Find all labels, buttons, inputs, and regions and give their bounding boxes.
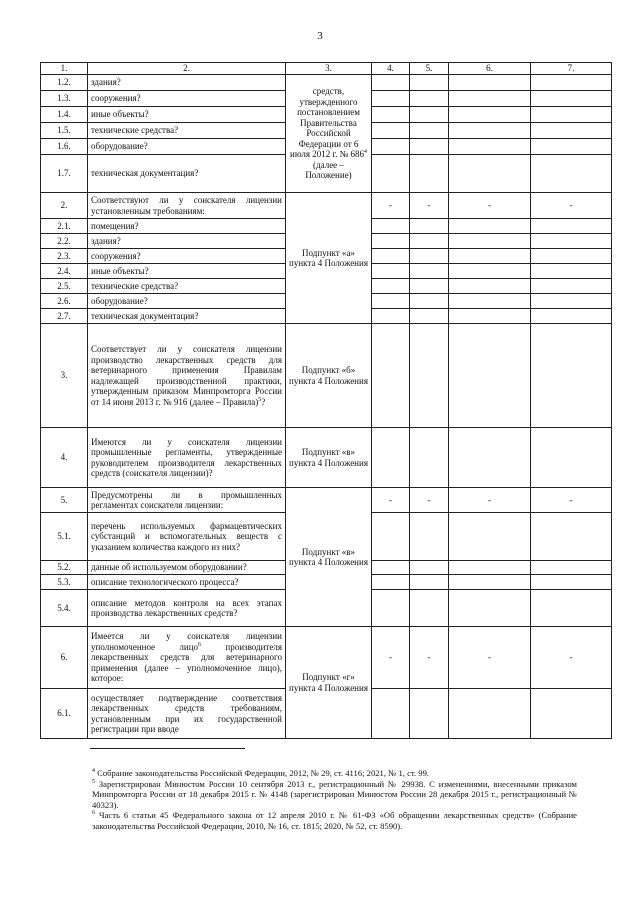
- header-cell: 4.: [372, 63, 410, 75]
- answer-cell-na[interactable]: [449, 107, 531, 123]
- item-question: здания?: [88, 75, 286, 91]
- footnote: [92, 779, 577, 811]
- item-question-cell: [88, 627, 286, 689]
- answer-cell-notes[interactable]: [531, 91, 612, 107]
- item-question: Имеются ли у соискателя лицензии промышленные регламенты, утвержденные руководителем производителя лекарственных средств (соискателя лицензии)?: [88, 428, 286, 488]
- answer-cell-na[interactable]: [449, 91, 531, 107]
- answer-cell-notes[interactable]: [531, 234, 612, 249]
- answer-cell-notes[interactable]: [531, 428, 612, 488]
- answer-cell-no[interactable]: [410, 219, 449, 234]
- answer-cell-yes[interactable]: [372, 75, 410, 91]
- dash-mark: -: [372, 488, 410, 513]
- answer-cell-no[interactable]: [410, 279, 449, 294]
- answer-cell-na[interactable]: [449, 689, 531, 739]
- answer-cell-no[interactable]: [410, 249, 449, 264]
- item-number: 5.4.: [41, 590, 88, 627]
- checklist-table: [40, 62, 612, 739]
- answer-cell-notes[interactable]: [531, 590, 612, 627]
- answer-cell-notes[interactable]: [531, 107, 612, 123]
- legal-basis-text: (далее – Положение): [305, 159, 352, 181]
- item-question: сооружения?: [88, 249, 286, 264]
- item-question-rest: производителя лекарственных средств для ветеринарного применения (далее – уполномоченное лицо), которое:: [91, 641, 282, 684]
- item-number: 2.6.: [41, 294, 88, 309]
- dash-mark: -: [449, 193, 531, 219]
- answer-cell-na[interactable]: [449, 155, 531, 193]
- table-row: [41, 324, 612, 428]
- legal-basis-cell: Подпункт «а» пункта 4 Положения: [286, 193, 372, 324]
- answer-cell-no[interactable]: [410, 590, 449, 627]
- table-header-row: [41, 63, 612, 75]
- footnote-text: Собрание законодательства Российской Федерации, 2012, № 29, ст. 4116; 2021, № 1, ст. 99.: [95, 768, 430, 778]
- answer-cell-notes[interactable]: [531, 155, 612, 193]
- item-question: технические средства?: [88, 123, 286, 139]
- footnote-ref: 6: [198, 641, 202, 648]
- item-number: 1.6.: [41, 139, 88, 155]
- answer-cell-yes[interactable]: [372, 309, 410, 324]
- item-number: 2.2.: [41, 234, 88, 249]
- legal-basis-cell: Подпункт «г» пункта 4 Положения: [286, 627, 372, 739]
- answer-cell-no[interactable]: [410, 139, 449, 155]
- legal-basis-text: средств, утвержденного постановлением Правительства Российской Федерации от 6 июля 2012 г. № 686: [290, 86, 364, 160]
- dash-mark: -: [410, 488, 449, 513]
- legal-basis-cell: Подпункт «в» пункта 4 Положения: [286, 428, 372, 488]
- answer-cell-na[interactable]: [449, 234, 531, 249]
- answer-cell-yes[interactable]: [372, 139, 410, 155]
- item-question-end: ?: [261, 396, 266, 407]
- answer-cell-yes[interactable]: [372, 91, 410, 107]
- answer-cell-notes[interactable]: [531, 561, 612, 575]
- item-question: Имеется ли у соискателя лицензии уполномоченное лицо: [91, 631, 282, 652]
- item-number: 5.3.: [41, 575, 88, 590]
- item-number: 4.: [41, 428, 88, 488]
- header-cell: 3.: [286, 63, 372, 75]
- table-row: [41, 193, 612, 219]
- answer-cell-na[interactable]: [449, 561, 531, 575]
- header-cell: 7.: [531, 63, 612, 75]
- header-cell: 6.: [449, 63, 531, 75]
- item-number: 2.3.: [41, 249, 88, 264]
- answer-cell-na[interactable]: [449, 575, 531, 590]
- answer-cell-no[interactable]: [410, 561, 449, 575]
- answer-cell-yes[interactable]: [372, 279, 410, 294]
- answer-cell-yes[interactable]: [372, 575, 410, 590]
- footnote-ref: 4: [363, 149, 367, 156]
- answer-cell-no[interactable]: [410, 107, 449, 123]
- dash-mark: -: [531, 627, 612, 689]
- item-number: 1.2.: [41, 75, 88, 91]
- header-cell: 5.: [410, 63, 449, 75]
- dash-mark: -: [531, 193, 612, 219]
- answer-cell-na[interactable]: [449, 123, 531, 139]
- legal-basis-cell: Подпункт «в» пункта 4 Положения: [286, 488, 372, 627]
- item-question: Соответствуют ли у соискателя лицензии установленным требованиям:: [88, 193, 286, 219]
- answer-cell-na[interactable]: [449, 279, 531, 294]
- answer-cell-no[interactable]: [410, 155, 449, 193]
- header-cell: 1.: [41, 63, 88, 75]
- answer-cell-no[interactable]: [410, 689, 449, 739]
- item-question: описание технологического процесса?: [88, 575, 286, 590]
- answer-cell-no[interactable]: [410, 75, 449, 91]
- item-question: техническая документация?: [88, 309, 286, 324]
- answer-cell-notes[interactable]: [531, 689, 612, 739]
- answer-cell-notes[interactable]: [531, 575, 612, 590]
- answer-cell-no[interactable]: [410, 428, 449, 488]
- item-question: Соответствует ли у соискателя лицензии производство лекарственных средств для ветеринарного применения Правилам надлежащей производственной практики, утвержденным приказом Минпромторга России от 14 июня 2013 г. № 916 (далее – Правила): [91, 344, 282, 407]
- answer-cell-na[interactable]: [449, 264, 531, 279]
- table-row: [41, 488, 612, 513]
- item-number: 2.: [41, 193, 88, 219]
- item-question: осуществляет подтверждение соответствия лекарственных средств требованиям, установленным при их государственной регистрации при вводе: [88, 689, 286, 739]
- header-cell: 2.: [88, 63, 286, 75]
- answer-cell-notes[interactable]: [531, 279, 612, 294]
- footnote-mark: 5: [92, 778, 95, 785]
- item-number: 6.1.: [41, 689, 88, 739]
- answer-cell-yes[interactable]: [372, 513, 410, 561]
- answer-cell-notes[interactable]: [531, 324, 612, 428]
- answer-cell-yes[interactable]: [372, 107, 410, 123]
- item-number: 1.4.: [41, 107, 88, 123]
- answer-cell-na[interactable]: [449, 324, 531, 428]
- item-question: помещения?: [88, 219, 286, 234]
- answer-cell-na[interactable]: [449, 139, 531, 155]
- dash-mark: -: [372, 193, 410, 219]
- item-number: 5.1.: [41, 513, 88, 561]
- answer-cell-yes[interactable]: [372, 123, 410, 139]
- answer-cell-yes[interactable]: [372, 590, 410, 627]
- item-number: 5.2.: [41, 561, 88, 575]
- answer-cell-no[interactable]: [410, 294, 449, 309]
- answer-cell-notes[interactable]: [531, 75, 612, 91]
- item-question: описание методов контроля на всех этапах производства лекарственных средств?: [88, 590, 286, 627]
- answer-cell-yes[interactable]: [372, 249, 410, 264]
- answer-cell-notes[interactable]: [531, 513, 612, 561]
- footnote-mark: 6: [92, 810, 95, 817]
- answer-cell-yes[interactable]: [372, 689, 410, 739]
- dash-mark: -: [449, 627, 531, 689]
- answer-cell-na[interactable]: [449, 219, 531, 234]
- item-question: иные объекты?: [88, 264, 286, 279]
- footnotes: [92, 768, 577, 831]
- dash-mark: -: [449, 488, 531, 513]
- footnote-divider: [90, 748, 245, 749]
- page-number: 3: [317, 30, 323, 42]
- answer-cell-no[interactable]: [410, 234, 449, 249]
- answer-cell-na[interactable]: [449, 294, 531, 309]
- item-number: 1.5.: [41, 123, 88, 139]
- item-number: 6.: [41, 627, 88, 689]
- item-question: оборудование?: [88, 294, 286, 309]
- answer-cell-notes[interactable]: [531, 249, 612, 264]
- answer-cell-notes[interactable]: [531, 294, 612, 309]
- item-question: данные об используемом оборудовании?: [88, 561, 286, 575]
- item-number: 2.5.: [41, 279, 88, 294]
- footnote: [92, 810, 577, 831]
- legal-basis-cell: Подпункт «б» пункта 4 Положения: [286, 324, 372, 428]
- answer-cell-notes[interactable]: [531, 123, 612, 139]
- answer-cell-yes[interactable]: [372, 324, 410, 428]
- item-number: 2.1.: [41, 219, 88, 234]
- answer-cell-no[interactable]: [410, 309, 449, 324]
- answer-cell-na[interactable]: [449, 309, 531, 324]
- answer-cell-no[interactable]: [410, 123, 449, 139]
- answer-cell-yes[interactable]: [372, 294, 410, 309]
- item-question: сооружения?: [88, 91, 286, 107]
- footnote-text: Часть 6 статьи 45 Федерального закона от 12 апреля 2010 г. № 61-ФЗ «Об обращении лекарственных средств» (Собрание законодательства Российской Федерации, 2010, № 16, ст. 1815; 2020, № 52, ст. 8590).: [92, 810, 577, 831]
- item-number: 2.4.: [41, 264, 88, 279]
- item-number: 3.: [41, 324, 88, 428]
- answer-cell-na[interactable]: [449, 513, 531, 561]
- answer-cell-notes[interactable]: [531, 264, 612, 279]
- answer-cell-na[interactable]: [449, 75, 531, 91]
- item-question: оборудование?: [88, 139, 286, 155]
- answer-cell-na[interactable]: [449, 249, 531, 264]
- table-row: [41, 75, 612, 91]
- item-question: технические средства?: [88, 279, 286, 294]
- answer-cell-na[interactable]: [449, 590, 531, 627]
- footnote-ref: 5: [258, 396, 262, 403]
- answer-cell-notes[interactable]: [531, 139, 612, 155]
- item-question: здания?: [88, 234, 286, 249]
- dash-mark: -: [410, 193, 449, 219]
- item-number: 5.: [41, 488, 88, 513]
- item-question-cell: [88, 324, 286, 428]
- answer-cell-no[interactable]: [410, 575, 449, 590]
- item-number: 1.3.: [41, 91, 88, 107]
- item-number: 2.7.: [41, 309, 88, 324]
- answer-cell-na[interactable]: [449, 428, 531, 488]
- dash-mark: -: [372, 627, 410, 689]
- table-row: [41, 627, 612, 689]
- item-question: перечень используемых фармацевтических субстанций и вспомогательных веществ с указанием количества каждого из них?: [88, 513, 286, 561]
- answer-cell-notes[interactable]: [531, 219, 612, 234]
- answer-cell-no[interactable]: [410, 324, 449, 428]
- footnote-mark: 4: [92, 768, 95, 775]
- answer-cell-yes[interactable]: [372, 155, 410, 193]
- answer-cell-yes[interactable]: [372, 428, 410, 488]
- item-question: Предусмотрены ли в промышленных регламентах соискателя лицензии:: [88, 488, 286, 513]
- footnote: [92, 768, 577, 779]
- answer-cell-yes[interactable]: [372, 234, 410, 249]
- item-number: 1.7.: [41, 155, 88, 193]
- dash-mark: -: [410, 627, 449, 689]
- answer-cell-yes[interactable]: [372, 219, 410, 234]
- item-question: иные объекты?: [88, 107, 286, 123]
- answer-cell-yes[interactable]: [372, 264, 410, 279]
- legal-basis-cell: [286, 75, 372, 193]
- answer-cell-no[interactable]: [410, 91, 449, 107]
- answer-cell-yes[interactable]: [372, 561, 410, 575]
- dash-mark: -: [531, 488, 612, 513]
- answer-cell-no[interactable]: [410, 264, 449, 279]
- answer-cell-no[interactable]: [410, 513, 449, 561]
- table-row: [41, 428, 612, 488]
- answer-cell-notes[interactable]: [531, 309, 612, 324]
- item-question: техническая документация?: [88, 155, 286, 193]
- footnote-text: Зарегистрирован Минюстом России 10 сентября 2013 г., регистрационный № 29938. С изменениями, внесенными приказом Минпромторга России от 18 декабря 2015 г. № 4148 (зарегистрирован Минюстом России 28 декабря 2015 г., регистрационный № 40323).: [92, 778, 577, 810]
